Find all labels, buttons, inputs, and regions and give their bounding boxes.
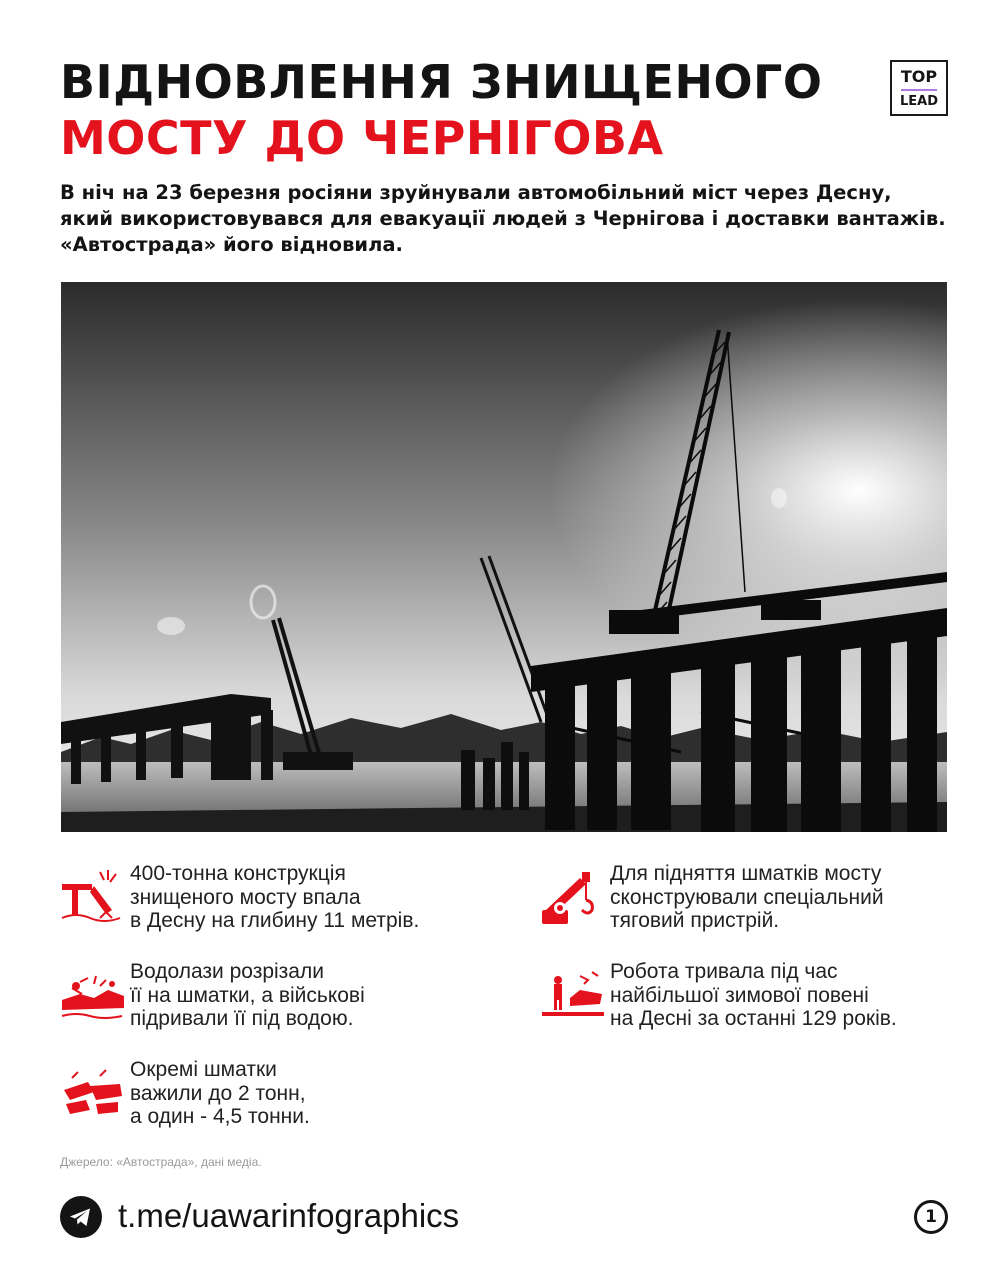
logo-divider — [901, 89, 937, 91]
bridge-reconstruction-photo — [61, 282, 947, 832]
intro-paragraph: В ніч на 23 березня росіяни зруйнували автомобільний міст через Десну, який використовувався для евакуації людей з Чернігова і доставки вантажів. «Автострада» його відновила. — [60, 181, 946, 256]
fact-item-crane — [540, 862, 884, 933]
diver-cutting-icon — [60, 964, 130, 1026]
fact-text: 400-тонна конструкція знищеного мосту впала в Десну на глибину 11 метрів. — [130, 862, 420, 932]
title-line-1: ВІДНОВЛЕННЯ ЗНИЩЕНОГО — [60, 55, 823, 109]
page-number: 1 — [914, 1200, 948, 1234]
telegram-channel-link[interactable]: t.me/uawarinfographics — [118, 1197, 460, 1234]
telegram-icon[interactable] — [60, 1196, 102, 1238]
title-line-2: МОСТУ ДО ЧЕРНІГОВА — [60, 111, 664, 165]
page-title — [60, 54, 880, 166]
logo-top-text: TOP — [900, 66, 938, 86]
fact-text: Робота тривала під час найбільшої зимової повені на Десні за останні 129 років. — [610, 960, 897, 1030]
top-lead-logo — [890, 60, 948, 116]
fact-item-weight — [60, 1058, 310, 1129]
debris-pieces-icon — [60, 1062, 130, 1124]
logo-bottom-text: LEAD — [899, 93, 939, 109]
source-note: Джерело: «Автострада», дані медіа. — [60, 1155, 262, 1169]
flood-worker-icon — [540, 964, 610, 1026]
fact-text: Водолази розрізали її на шматки, а військові підривали її під водою. — [130, 960, 365, 1030]
fact-text: Для підняття шматків мосту сконструювали спеціальний тяговий пристрій. — [610, 862, 884, 932]
falling-bridge-icon — [60, 866, 130, 928]
fact-item-fall — [60, 862, 419, 933]
fact-item-divers — [60, 960, 365, 1031]
fact-text: Окремі шматки важили до 2 тонн, а один - 4,5 тонни. — [130, 1058, 310, 1128]
fact-item-flood — [540, 960, 897, 1031]
crane-hook-icon — [540, 866, 610, 928]
